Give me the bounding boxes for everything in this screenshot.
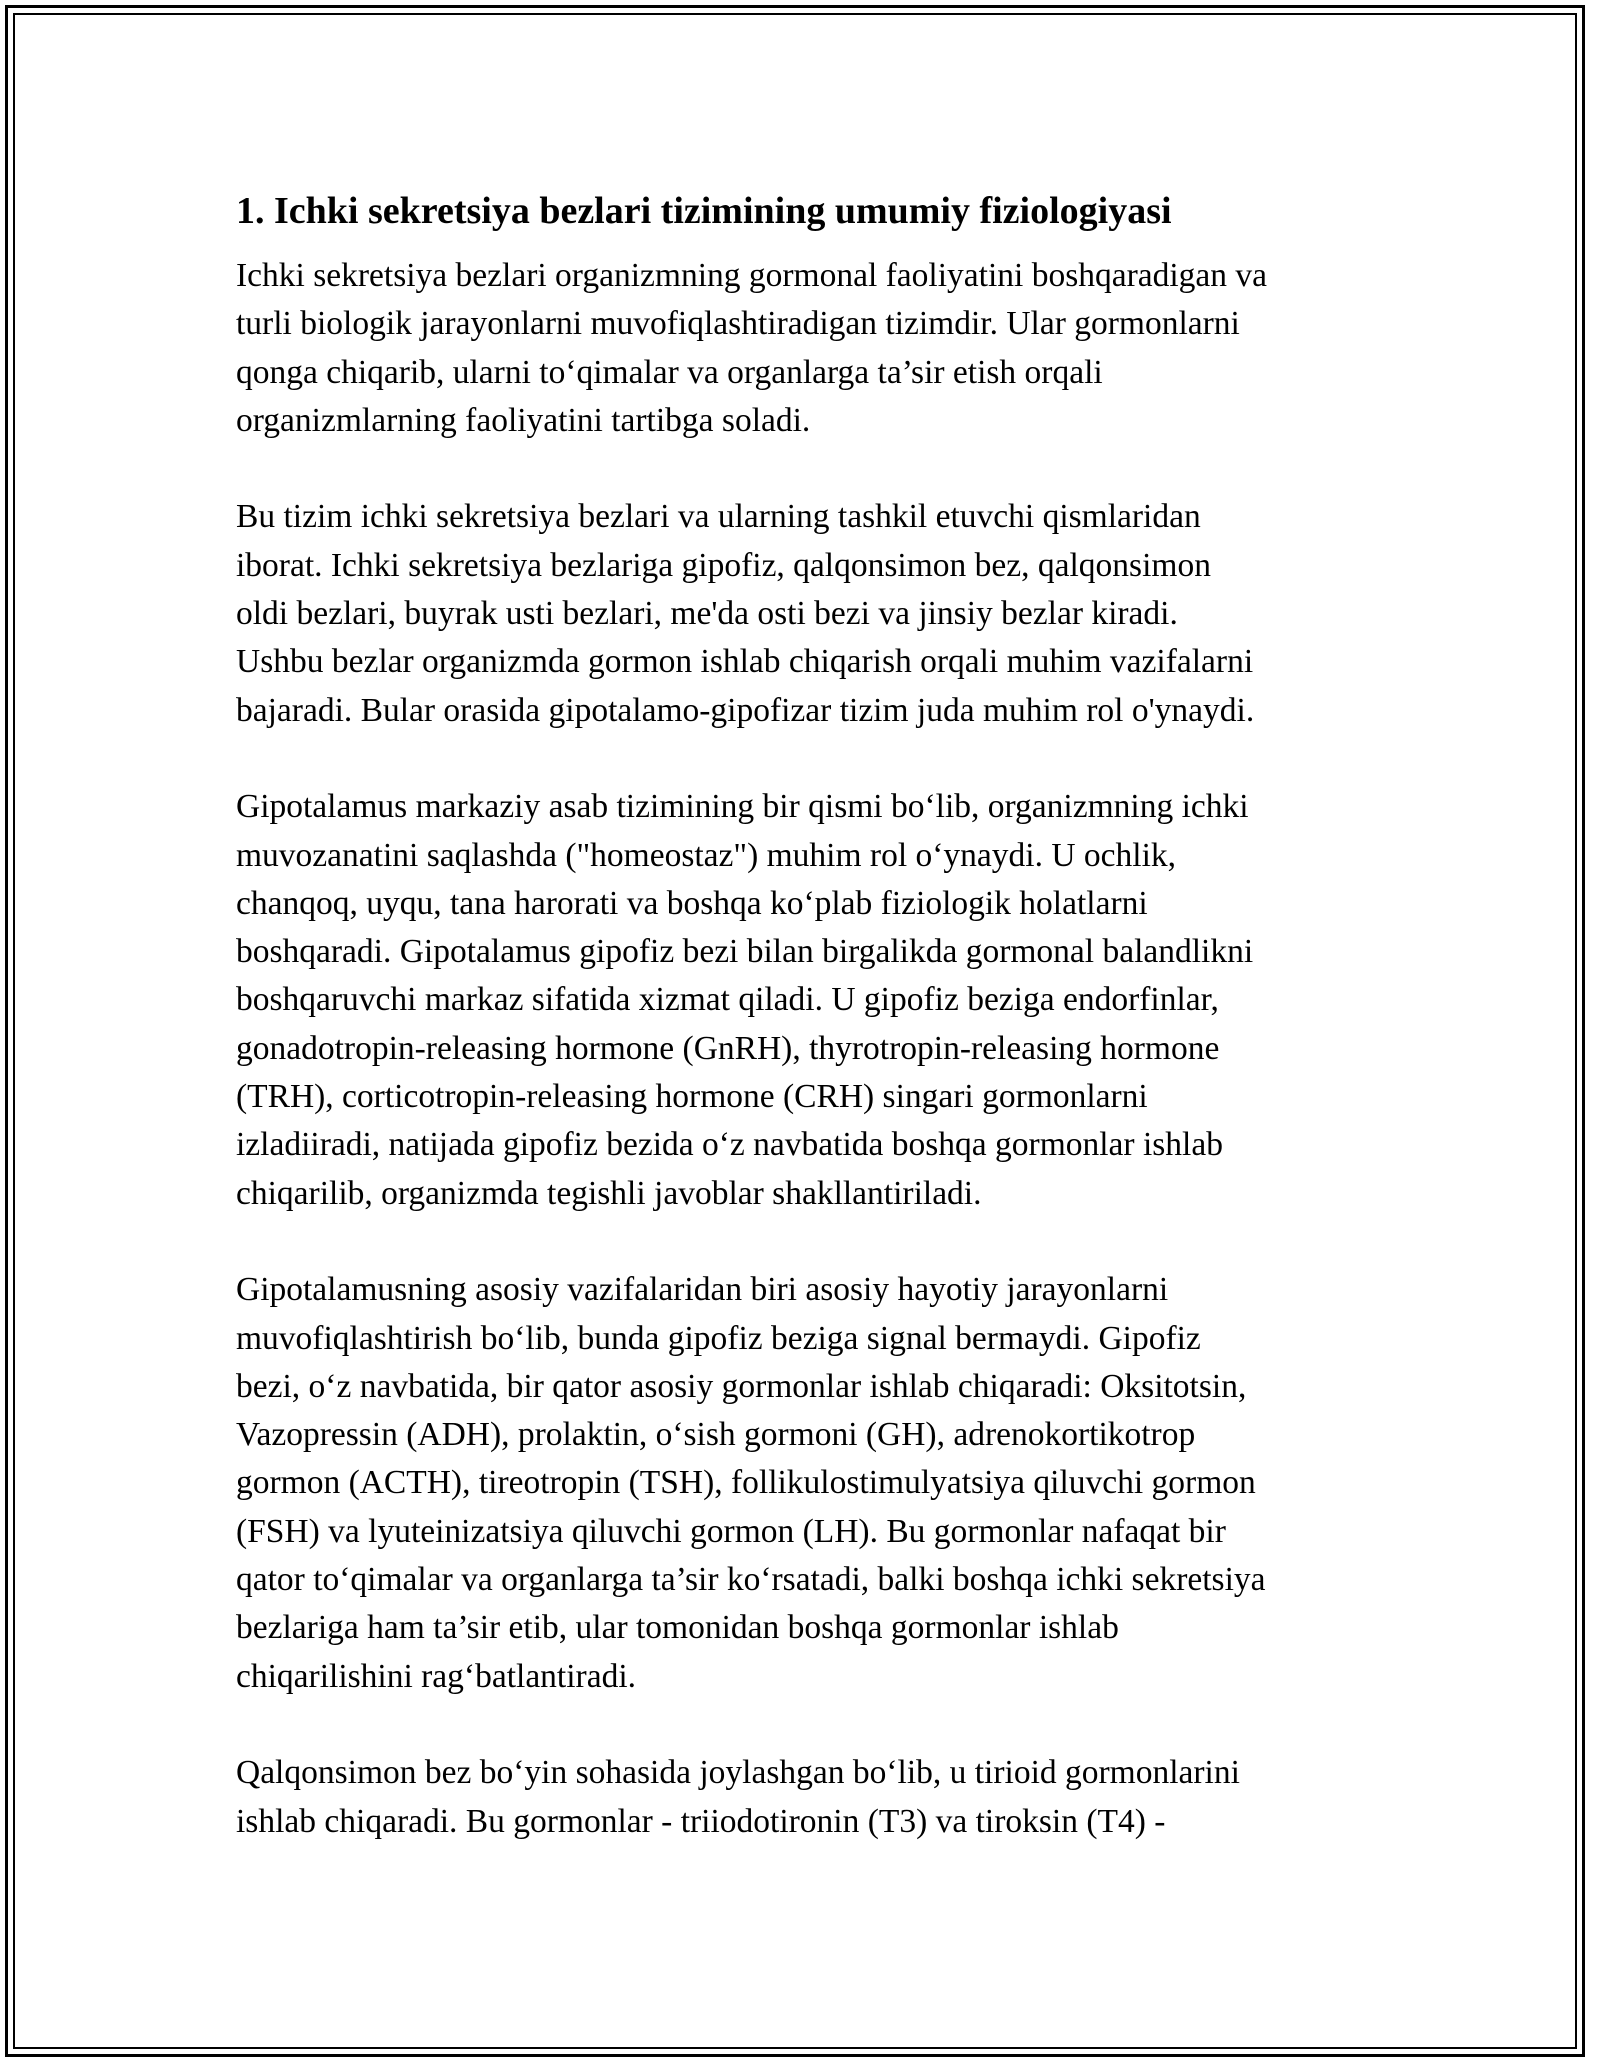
paragraph-thyroid: Qalqonsimon bez bo‘yin sohasida joylashgan bo‘lib, u tirioid gormonlarini ishlab chiqaradi. Bu gormonlar - triiodotironin (T3) va tiroksin (T4) - — [236, 1754, 1240, 1840]
paragraph-hypothalamus: Gipotalamus markaziy asab tizimining bir qismi bo‘lib, organizmning ichki muvozanatini saqlashda ("homeostaz") muhim rol o‘ynaydi. U ochlik, chanqoq, uyqu, tana harorati va boshqa ko‘plab fiziologik holatlarni boshqaradi. Gipotalamus gipofiz bezi bilan birgalikda gormonal balandlikni boshqaruvchi markaz sifatida xizmat qiladi. U gipofiz beziga endorfinlar, gonadotropin-releasing hormone (GnRH), thyrotropin-releasing hormone (TRH), corticotropin-releasing hormone (CRH) singari gormonlarni izladiiradi, natijada gipofiz bezida o‘z navbatida boshqa gormonlar ishlab chiqarilib, organizmda tegishli javoblar shakllantiriladi. — [236, 788, 1254, 1212]
paragraph-intro: Ichki sekretsiya bezlari organizmning gormonal faoliyatini boshqaradigan va turli biologik jarayonlarni muvofiqlashtiradigan tizimdir. Ular gormonlarni qonga chiqarib, ularni to‘qimalar va organlarga ta’sir etish orqali organizmlarning faoliyatini tartibga soladi. — [236, 257, 1268, 439]
paragraph-glands-list: Bu tizim ichki sekretsiya bezlari va ularning tashkil etuvchi qismlaridan iborat. Ichki sekretsiya bezlariga gipofiz, qalqonsimon bez, qalqonsimon oldi bezlari, buyrak usti bezlari, me'da osti bezi va jinsiy bezlar kiradi. Ushbu bezlar organizmda gormon ishlab chiqarish orqali muhim vazifalarni bajaradi. Bular orasida gipotalamo-gipofizar tizim juda muhim rol o'ynaydi. — [236, 498, 1255, 729]
section-heading: 1. Ichki sekretsiya bezlari tizimining umumiy fiziologiyasi — [236, 190, 1172, 232]
paragraph-pituitary-hormones: Gipotalamusning asosiy vazifalaridan biri asosiy hayotiy jarayonlarni muvofiqlashtirish bo‘lib, bunda gipofiz beziga signal bermaydi. Gipofiz bezi, o‘z navbatida, bir qator asosiy gormonlar ishlab chiqaradi: Oksitotsin, Vazopressin (ADH), prolaktin, o‘sish gormoni (GH), adrenokortikotrop gormon (ACTH), tireotropin (TSH), follikulostimulyatsiya qiluvchi gormon (FSH) va lyuteinizatsiya qiluvchi gormon (LH). Bu gormonlar nafaqat bir qator to‘qimalar va organlarga ta’sir ko‘rsatadi, balki boshqa ichki sekretsiya bezlariga ham ta’sir etib, ular tomonidan boshqa gormonlar ishlab chiqarilishini rag‘batlantiradi. — [236, 1271, 1266, 1695]
document-body — [236, 186, 1376, 1894]
